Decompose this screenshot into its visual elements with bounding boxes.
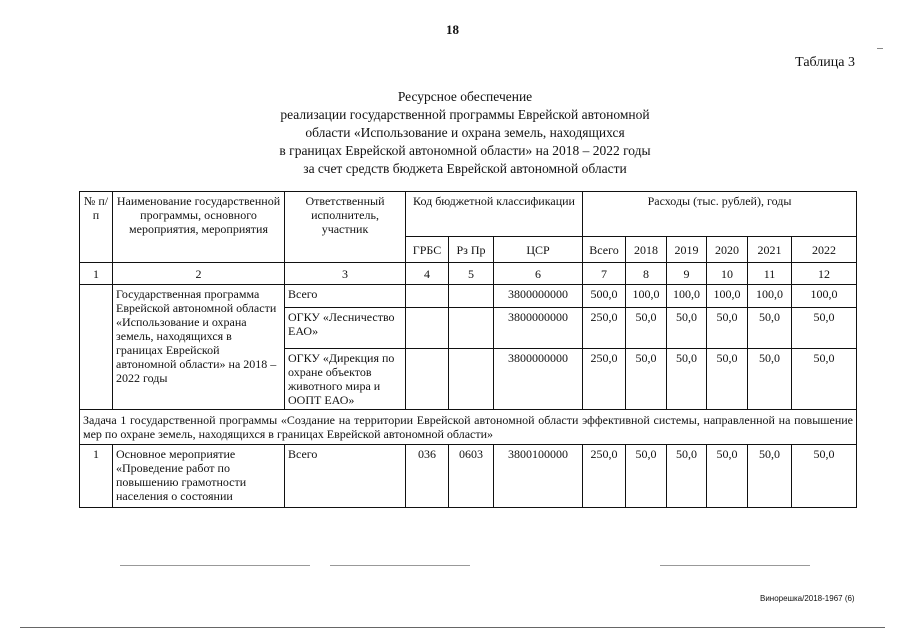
row-rzpr: 0603 — [449, 445, 494, 508]
row-value: 100,0 — [667, 285, 707, 308]
row-rzpr — [449, 349, 494, 410]
row-value: 50,0 — [748, 308, 792, 349]
row-value: 100,0 — [626, 285, 667, 308]
row-num: 1 — [80, 445, 113, 508]
row-value: 250,0 — [583, 308, 626, 349]
scan-artifact — [877, 48, 883, 49]
page-edge-line — [20, 627, 885, 628]
header-executor: Ответственный исполнитель, участник — [285, 192, 406, 263]
row-value: 50,0 — [626, 308, 667, 349]
row-value: 50,0 — [707, 445, 748, 508]
row-value: 100,0 — [707, 285, 748, 308]
row-value: 50,0 — [667, 308, 707, 349]
column-number: 6 — [494, 263, 583, 285]
task-row — [80, 410, 857, 445]
row-value: 50,0 — [792, 445, 857, 508]
row-grbs — [406, 285, 449, 308]
title-line: области «Использование и охрана земель, находящихся — [305, 125, 625, 140]
row-executor: ОГКУ «Лесничество ЕАО» — [285, 308, 406, 349]
column-number: 8 — [626, 263, 667, 285]
row-grbs: 036 — [406, 445, 449, 508]
row-csr: 3800000000 — [494, 349, 583, 410]
header-year: 2018 — [626, 237, 667, 263]
header-grbs: ГРБС — [406, 237, 449, 263]
header-budget-code: Код бюджетной классификации — [406, 192, 583, 237]
table-row — [80, 285, 857, 308]
column-number: 11 — [748, 263, 792, 285]
table-row — [80, 445, 857, 508]
resource-table — [79, 191, 857, 508]
column-number: 1 — [80, 263, 113, 285]
scan-artifact — [660, 565, 810, 566]
column-number: 4 — [406, 263, 449, 285]
title-line: за счет средств бюджета Еврейской автономной области — [303, 161, 627, 176]
row-value: 100,0 — [792, 285, 857, 308]
row-value: 50,0 — [792, 308, 857, 349]
document-title — [200, 88, 730, 178]
row-value: 50,0 — [748, 349, 792, 410]
row-rzpr — [449, 285, 494, 308]
row-executor: Всего — [285, 285, 406, 308]
page-number: 18 — [446, 22, 459, 37]
row-executor: ОГКУ «Дирекция по охране объектов животного мира и ООПТ ЕАО» — [285, 349, 406, 410]
row-value: 50,0 — [748, 445, 792, 508]
activity-name: Основное мероприятие «Проведение работ по повышению грамотности населения о состоянии — [113, 445, 285, 508]
column-number: 9 — [667, 263, 707, 285]
row-grbs — [406, 349, 449, 410]
title-line: реализации государственной программы Еврейской автономной — [280, 107, 650, 122]
header-total: Всего — [583, 237, 626, 263]
row-value: 50,0 — [626, 349, 667, 410]
column-number-row — [80, 263, 857, 285]
column-number: 5 — [449, 263, 494, 285]
header-row — [80, 192, 857, 237]
task-text: Задача 1 государственной программы «Создание на территории Еврейской автономной области эффективной системы, направленной на повышение мер по охране земель, находящихся в границах Еврейской автономной области» — [80, 410, 857, 445]
row-value: 50,0 — [626, 445, 667, 508]
header-year: 2019 — [667, 237, 707, 263]
row-num — [80, 285, 113, 410]
row-value: 100,0 — [748, 285, 792, 308]
header-csr: ЦСР — [494, 237, 583, 263]
title-line: в границах Еврейской автономной области» на 2018 – 2022 годы — [279, 143, 651, 158]
column-number: 2 — [113, 263, 285, 285]
row-csr: 3800000000 — [494, 308, 583, 349]
program-name: Государственная программа Еврейской автономной области «Использование и охрана земель, находящихся в границах Еврейской автономной области» на 2018 – 2022 годы — [113, 285, 285, 410]
row-csr: 3800000000 — [494, 285, 583, 308]
row-value: 250,0 — [583, 349, 626, 410]
row-value: 50,0 — [667, 349, 707, 410]
header-year: 2022 — [792, 237, 857, 263]
header-rzpr: Рз Пр — [449, 237, 494, 263]
header-name: Наименование государственной программы, основного мероприятия, мероприятия — [113, 192, 285, 263]
header-num: № п/п — [80, 192, 113, 263]
row-rzpr — [449, 308, 494, 349]
table-label: Таблица 3 — [795, 55, 855, 70]
column-number: 7 — [583, 263, 626, 285]
scan-artifact — [120, 565, 310, 566]
row-value: 50,0 — [792, 349, 857, 410]
row-grbs — [406, 308, 449, 349]
column-number: 10 — [707, 263, 748, 285]
header-expenses: Расходы (тыс. рублей), годы — [583, 192, 857, 237]
row-value: 250,0 — [583, 445, 626, 508]
header-year: 2020 — [707, 237, 748, 263]
row-value: 50,0 — [667, 445, 707, 508]
row-csr: 3800100000 — [494, 445, 583, 508]
row-value: 50,0 — [707, 349, 748, 410]
row-value: 500,0 — [583, 285, 626, 308]
title-line: Ресурсное обеспечение — [397, 89, 533, 104]
column-number: 12 — [792, 263, 857, 285]
footer-code: Винорешка/2018-1967 (6) — [760, 594, 855, 603]
row-executor: Всего — [285, 445, 406, 508]
row-value: 50,0 — [707, 308, 748, 349]
header-year: 2021 — [748, 237, 792, 263]
scan-artifact — [330, 565, 470, 566]
column-number: 3 — [285, 263, 406, 285]
